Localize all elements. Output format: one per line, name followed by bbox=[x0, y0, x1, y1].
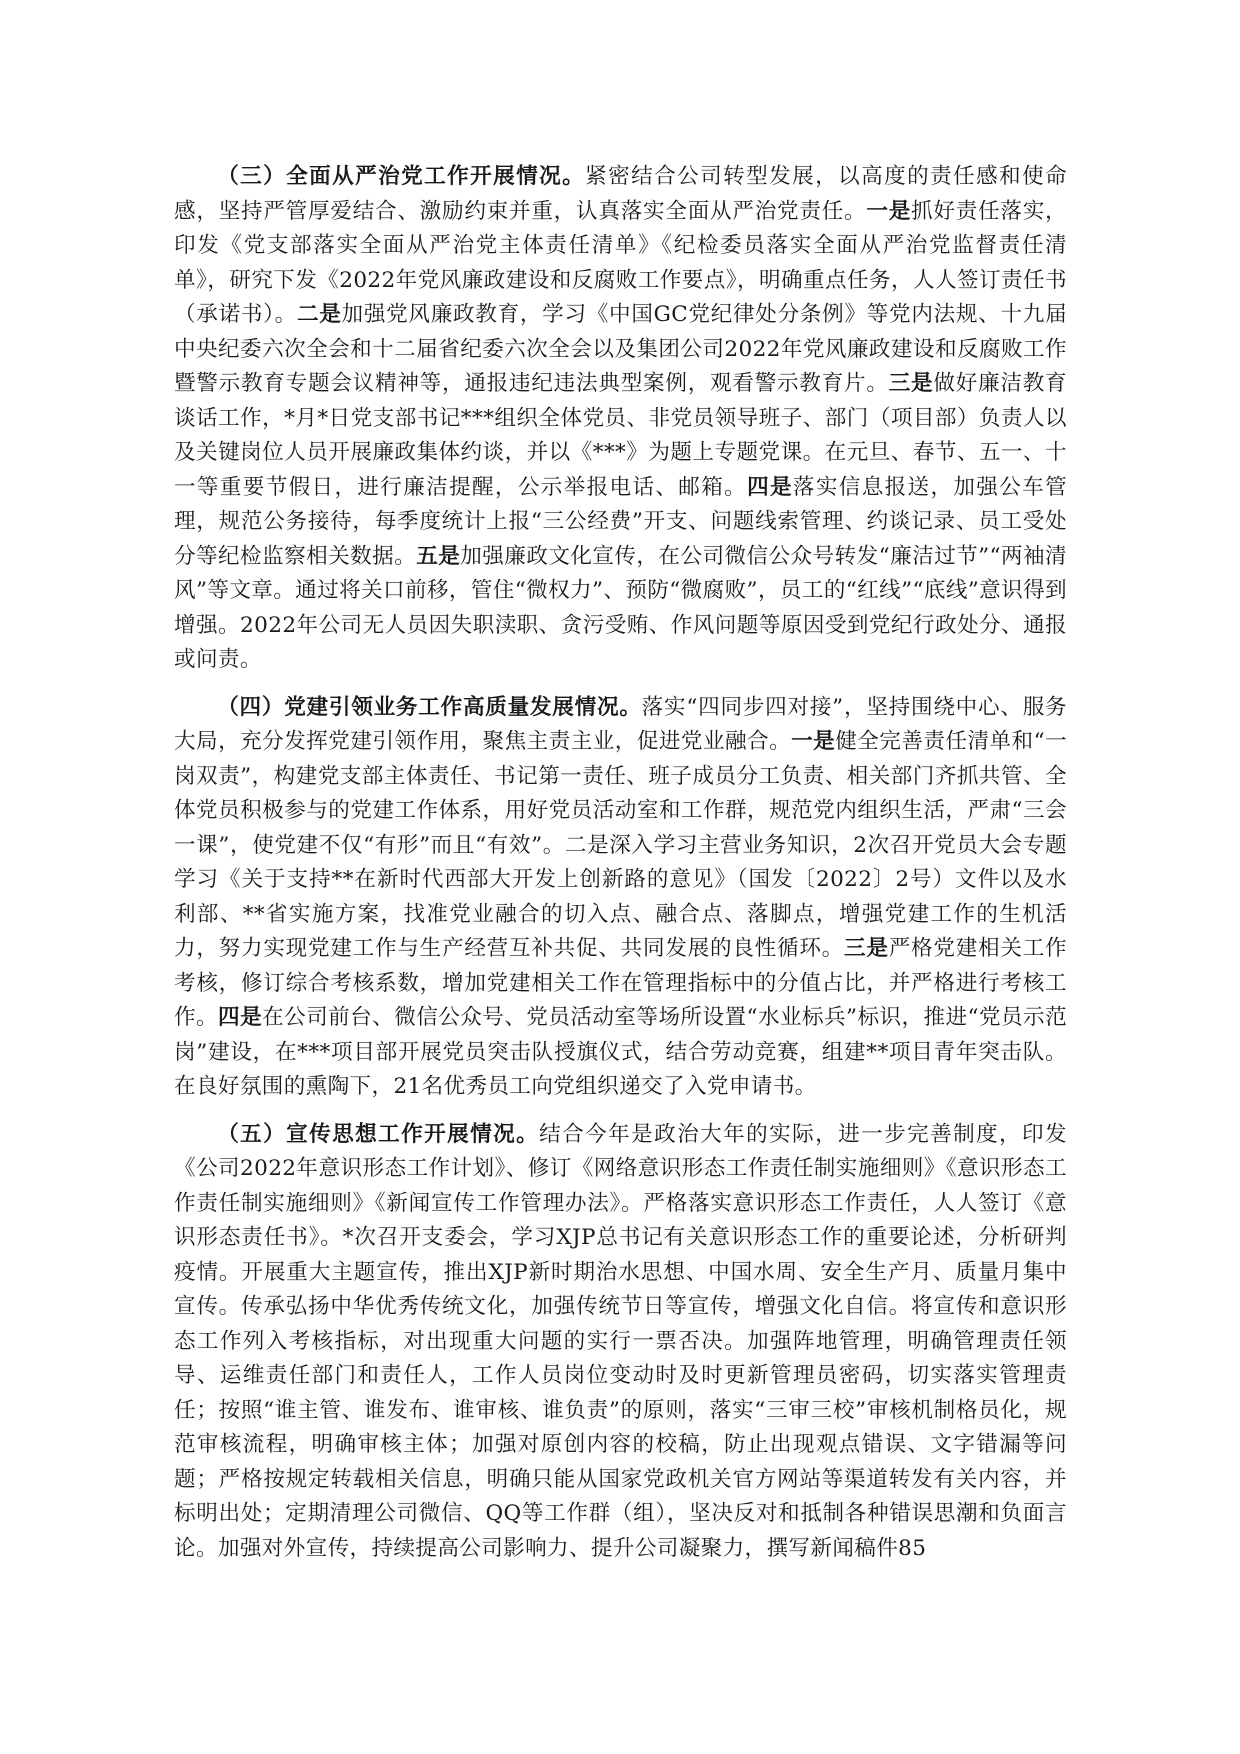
paragraph-section-4 bbox=[174, 691, 1067, 1105]
section-4-heading: （四）党建引领业务工作高质量发展情况。 bbox=[217, 694, 642, 720]
paragraph-section-5 bbox=[174, 1118, 1067, 1567]
paragraph-text: 在公司前台、微信公众号、党员活动室等场所设置“水业标兵”标识，推进“党员示范岗”建设，在***项目部开展党员突击队授旗仪式，结合劳动竞赛，组建**项目青年突击队。在良好氛围的熏陶下，21名优秀员工向党组织递交了入党申请书。 bbox=[174, 1005, 1068, 1099]
paragraph-section-3 bbox=[174, 160, 1067, 678]
item-marker: 四是 bbox=[218, 1005, 263, 1030]
paragraph-text: 做好廉洁教育谈话工作，*月*日党支部书记***组织全体党员、非党员领导班子、部门（项目部）负责人以及关键岗位人员开展廉政集体约谈，并以《***》为题上专题党课。在元旦、春节、五一、十一等重要节假日，进行廉洁提醒，公示举报电话、邮箱。 bbox=[174, 371, 1067, 500]
item-marker: 一是 bbox=[791, 729, 836, 754]
paragraph-text: 结合今年是政治大年的实际，进一步完善制度，印发《公司2022年意识形态工作计划》、修订《网络意识形态工作责任制实施细则》《意识形态工作责任制实施细则》《新闻宣传工作管理办法》。严格落实意识形态工作责任，人人签订《意识形态责任书》。*次召开支委会，学习XJP总书记有关意识形态工作的重要论述，分析研判疫情。开展重大主题宣传，推出XJP新时期治水思想、中国水周、安全生产月、质量月集中宣传。传承弘扬中华优秀传统文化，加强传统节日等宣传，增强文化自信。将宣传和意识形态工作列入考核指标，对出现重大问题的实行一票否决。加强阵地管理，明确管理责任领导、运维责任部门和责任人，工作人员岗位变动时及时更新管理员密码，切实落实管理责任；按照“谁主管、谁发布、谁审核、谁负责”的原则，落实“三审三校”审核机制格员化，规范审核流程，明确审核主体；加强对原创内容的校稿，防止出现观点错误、文字错漏等问题；严格按规定转载相关信息，明确只能从国家党政机关官方网站等渠道转发有关内容，并标明出处；定期清理公司微信、QQ等工作群（组），坚决反对和抵制各种错误思潮和负面言论。加强对外宣传，持续提高公司影响力、提升公司凝聚力，撰写新闻稿件85 bbox=[174, 1121, 1067, 1561]
paragraph-text: 健全完善责任清单和“一岗双责”，构建党支部主体责任、书记第一责任、班子成员分工负责、相关部门齐抓共管、全体党员积极参与的党建工作体系，用好党员活动室和工作群，规范党内组织生活，严肃“三会一课”，使党建不仅“有形”而且“有效”。二是深入学习主营业务知识，2次召开党员大会专题学习《关于支持**在新时代西部大开发上创新路的意见》（国发〔2022〕2号）文件以及水利部、**省实施方案，找准党业融合的切入点、融合点、落脚点，增强党建工作的生机活力，努力实现党建工作与生产经营互补共促、共同发展的良性循环。 bbox=[174, 729, 1068, 961]
item-marker: 四是 bbox=[747, 474, 793, 500]
item-marker: 一是 bbox=[866, 198, 912, 224]
document-body bbox=[174, 160, 1067, 1579]
paragraph-text: 加强党风廉政教育，学习《中国GC党纪律处分条例》等党内法规、十九届中央纪委六次全会和十二届省纪委六次全会以及集团公司2022年党风廉政建设和反腐败工作暨警示教育专题会议精神等，通报违纪违法典型案例，观看警示教育片。 bbox=[174, 302, 1068, 396]
section-3-heading: （三）全面从严治党工作开展情况。 bbox=[217, 164, 586, 189]
paragraph-text: 落实信息报送，加强公车管理，规范公务接待，每季度统计上报“三公经费”开支、问题线索管理、约谈记录、员工受处分等纪检监察相关数据。 bbox=[174, 474, 1068, 569]
paragraph-text: 落实“四同步四对接”，坚持围绕中心、服务大局，充分发挥党建引领作用，聚焦主责主业，促进党业融合。 bbox=[174, 694, 1067, 754]
paragraph-text: 紧密结合公司转型发展，以高度的责任感和使命感，坚持严管厚爱结合、激励约束并重，认真落实全面从严治党责任。 bbox=[174, 164, 1067, 224]
item-marker: 三是 bbox=[888, 371, 934, 396]
paragraph-text: 加强廉政文化宣传，在公司微信公众号转发“廉洁过节”“两袖清风”等文章。通过将关口前移，管住“微权力”、预防“微腐败”，员工的“红线”“底线”意识得到增强。2022年公司无人员因失职渎职、贪污受贿、作风问题等原因受到党纪行政处分、通报或问责。 bbox=[174, 543, 1067, 672]
section-5-heading: （五）宣传思想工作开展情况。 bbox=[217, 1121, 540, 1147]
item-marker: 二是 bbox=[296, 302, 342, 327]
item-marker: 五是 bbox=[416, 543, 461, 569]
paragraph-text: 严格党建相关工作考核，修订综合考核系数，增加党建相关工作在管理指标中的分值占比，并严格进行考核工作。 bbox=[174, 936, 1067, 1030]
paragraph-text: 抓好责任落实，印发《党支部落实全面从严治党主体责任清单》《纪检委员落实全面从严治党监督责任清单》，研究下发《2022年党风廉政建设和反腐败工作要点》，明确重点任务，人人签订责任书（承诺书）。 bbox=[174, 198, 1067, 327]
item-marker: 三是 bbox=[844, 936, 889, 961]
